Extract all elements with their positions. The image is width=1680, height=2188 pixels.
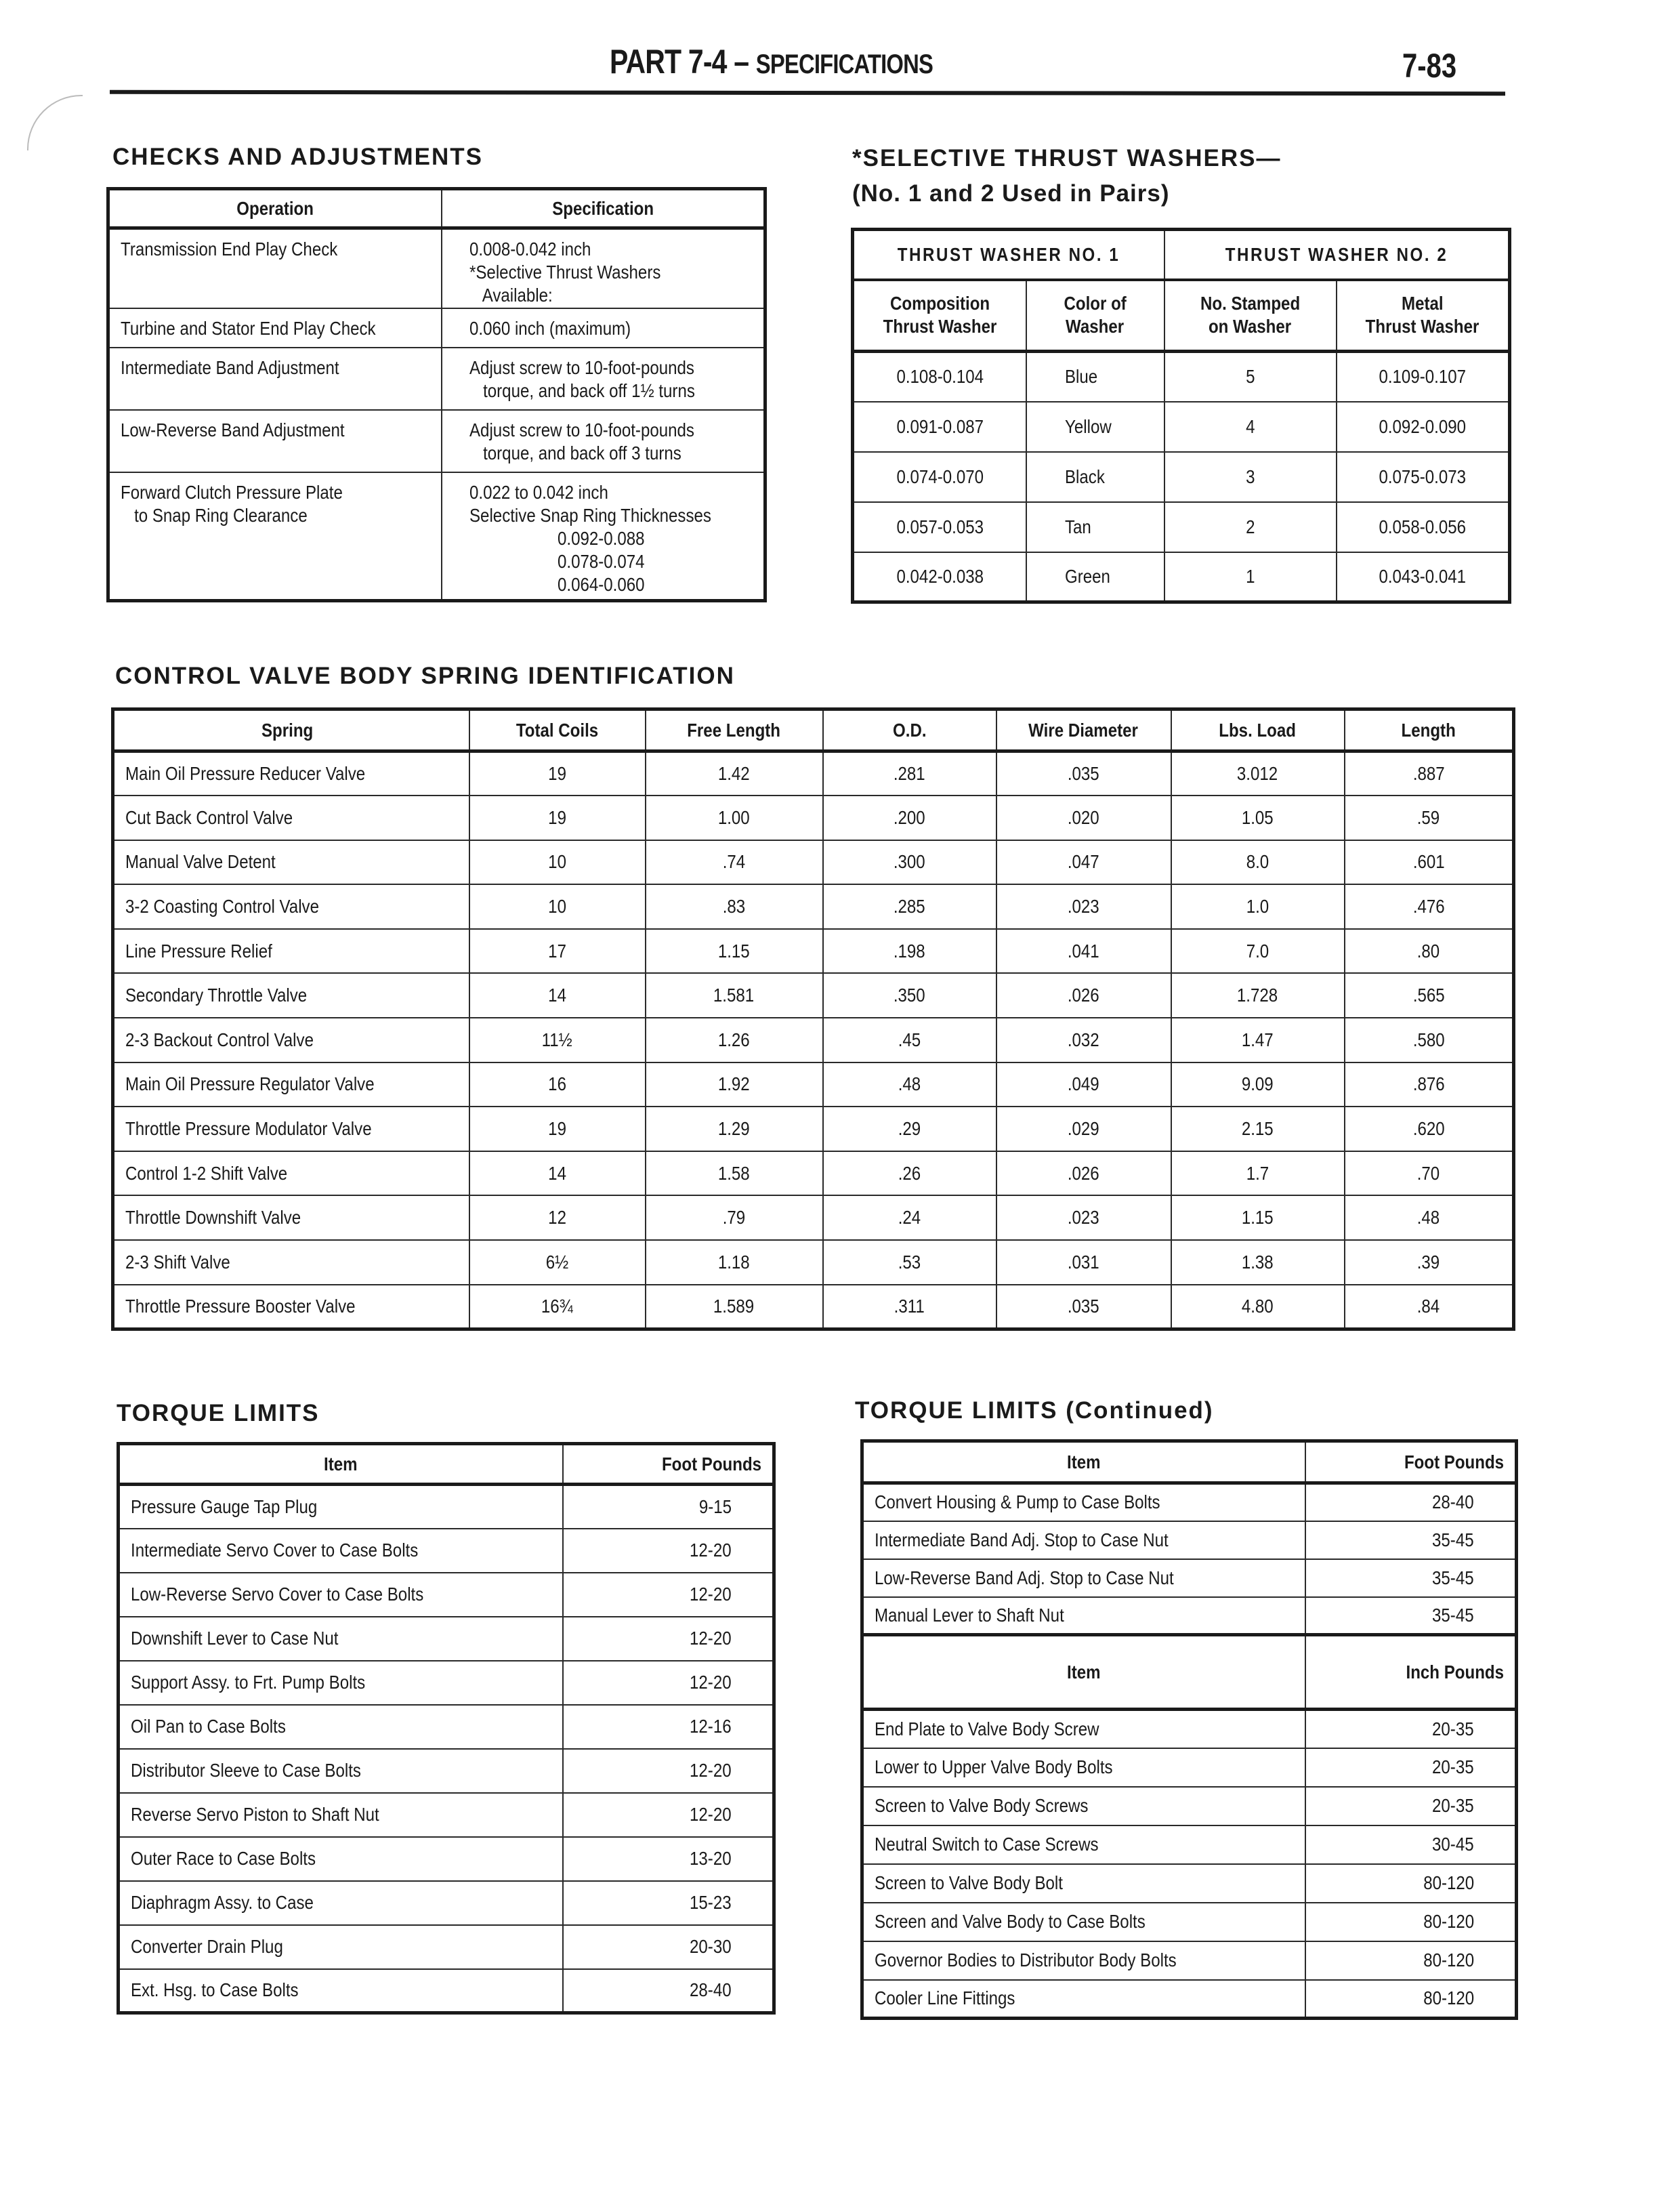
- wire-diameter-cell: .026: [996, 973, 1171, 1018]
- table-row: [113, 1107, 1514, 1151]
- col-header-inch-pounds: Inch Pounds: [1305, 1635, 1517, 1710]
- table-row: [113, 1151, 1514, 1196]
- checks-table: [106, 187, 767, 602]
- od-cell: .45: [823, 1018, 996, 1062]
- table-row: [862, 1710, 1517, 1748]
- spring-cell: Main Oil Pressure Reducer Valve: [113, 751, 469, 796]
- free-length-cell: 1.589: [646, 1285, 823, 1329]
- stamped-number: 3: [1164, 452, 1337, 502]
- wire-diameter-cell: .035: [996, 751, 1171, 796]
- free-length-cell: .79: [646, 1195, 823, 1240]
- length-cell: .876: [1345, 1062, 1514, 1107]
- specification-cell: 0.008-0.042 inch *Selective Thrust Washers Available:: [442, 228, 765, 308]
- table-row: [862, 1483, 1517, 1521]
- table-row: [862, 1597, 1517, 1635]
- table-row: [862, 1980, 1517, 2019]
- total-coils-cell: 14: [469, 1151, 646, 1196]
- stamped-number: 1: [1164, 552, 1337, 602]
- wire-diameter-cell: .023: [996, 884, 1171, 929]
- total-coils-cell: 14: [469, 973, 646, 1018]
- stamped-number: 4: [1164, 402, 1337, 452]
- table-row: [862, 1521, 1517, 1559]
- table-row: [113, 1240, 1514, 1285]
- length-cell: .565: [1345, 973, 1514, 1018]
- table-row: [113, 929, 1514, 974]
- item-cell: Cooler Line Fittings: [862, 1980, 1305, 2019]
- od-cell: .24: [823, 1195, 996, 1240]
- od-cell: .285: [823, 884, 996, 929]
- table-row: [113, 751, 1514, 796]
- stamped-number: 5: [1164, 352, 1337, 402]
- spring-cell: 2-3 Shift Valve: [113, 1240, 469, 1285]
- length-cell: .601: [1345, 840, 1514, 885]
- composition-value: 0.057-0.053: [853, 502, 1026, 552]
- item-cell: Low-Reverse Servo Cover to Case Bolts: [119, 1573, 563, 1617]
- item-cell: Lower to Upper Valve Body Bolts: [862, 1748, 1305, 1787]
- table-row: [119, 1749, 774, 1793]
- table-row: [119, 1485, 774, 1529]
- col-header-composition: Composition Thrust Washer: [853, 280, 1026, 352]
- thrust-washers-subtitle: (No. 1 and 2 Used in Pairs): [852, 180, 1170, 207]
- total-coils-cell: 16¾: [469, 1285, 646, 1329]
- lbs-load-cell: 1.0: [1171, 884, 1345, 929]
- item-cell: Diaphragm Assy. to Case: [119, 1881, 563, 1925]
- torque-value-cell: 80-120: [1305, 1864, 1517, 1903]
- table-row: [862, 1864, 1517, 1903]
- lbs-load-cell: 7.0: [1171, 929, 1345, 974]
- table-row: [113, 1018, 1514, 1062]
- page-header-title: PART 7-4 – SPECIFICATIONS: [610, 43, 933, 81]
- table-row: [119, 1925, 774, 1969]
- table-row: [113, 796, 1514, 840]
- operation-cell: Turbine and Stator End Play Check: [108, 308, 442, 348]
- spring-cell: Cut Back Control Valve: [113, 796, 469, 840]
- composition-value: 0.074-0.070: [853, 452, 1026, 502]
- checks-title: CHECKS AND ADJUSTMENTS: [112, 144, 483, 170]
- color-value: Blue: [1026, 352, 1164, 402]
- torque-value-cell: 13-20: [563, 1837, 774, 1881]
- col-header-item: Item: [119, 1444, 563, 1485]
- col-header-specification: Specification: [442, 189, 765, 228]
- lbs-load-cell: 1.47: [1171, 1018, 1345, 1062]
- composition-value: 0.108-0.104: [853, 352, 1026, 402]
- table-row: [853, 352, 1510, 402]
- torque-value-cell: 80-120: [1305, 1903, 1517, 1941]
- table-row: [862, 1941, 1517, 1980]
- free-length-cell: 1.58: [646, 1151, 823, 1196]
- page-number: 7-83: [1402, 47, 1457, 85]
- od-cell: .29: [823, 1107, 996, 1151]
- table-row: [862, 1787, 1517, 1825]
- torque-limits-table: [117, 1442, 776, 2015]
- od-cell: .281: [823, 751, 996, 796]
- item-cell: Support Assy. to Frt. Pump Bolts: [119, 1661, 563, 1705]
- item-cell: Distributor Sleeve to Case Bolts: [119, 1749, 563, 1793]
- lbs-load-cell: 4.80: [1171, 1285, 1345, 1329]
- metal-value: 0.092-0.090: [1337, 402, 1510, 452]
- od-cell: .48: [823, 1062, 996, 1107]
- torque-value-cell: 12-20: [563, 1617, 774, 1661]
- length-cell: .59: [1345, 796, 1514, 840]
- spring-cell: Throttle Pressure Booster Valve: [113, 1285, 469, 1329]
- lbs-load-cell: 1.38: [1171, 1240, 1345, 1285]
- table-row: [119, 1837, 774, 1881]
- group-header-washer-2: THRUST WASHER NO. 2: [1164, 230, 1510, 280]
- table-row: [113, 1195, 1514, 1240]
- item-cell: Neutral Switch to Case Screws: [862, 1825, 1305, 1864]
- total-coils-cell: 6½: [469, 1240, 646, 1285]
- col-header-color: Color of Washer: [1026, 280, 1164, 352]
- od-cell: .198: [823, 929, 996, 974]
- part-label: PART 7-4: [610, 43, 727, 81]
- table-row: [113, 1285, 1514, 1329]
- total-coils-cell: 10: [469, 840, 646, 885]
- col-header-od: O.D.: [823, 709, 996, 751]
- table-row: [119, 1529, 774, 1573]
- torque-value-cell: 20-35: [1305, 1787, 1517, 1825]
- item-cell: Low-Reverse Band Adj. Stop to Case Nut: [862, 1559, 1305, 1597]
- col-header-operation: Operation: [108, 189, 442, 228]
- torque-value-cell: 35-45: [1305, 1597, 1517, 1635]
- table-row: [108, 348, 765, 410]
- length-cell: .620: [1345, 1107, 1514, 1151]
- col-header-lbs-load: Lbs. Load: [1171, 709, 1345, 751]
- section-name: SPECIFICATIONS: [755, 49, 933, 79]
- free-length-cell: 1.581: [646, 973, 823, 1018]
- table-row: [119, 1969, 774, 2013]
- free-length-cell: 1.42: [646, 751, 823, 796]
- length-cell: .84: [1345, 1285, 1514, 1329]
- od-cell: .350: [823, 973, 996, 1018]
- lbs-load-cell: 1.7: [1171, 1151, 1345, 1196]
- spring-cell: Manual Valve Detent: [113, 840, 469, 885]
- operation-cell: Low-Reverse Band Adjustment: [108, 410, 442, 472]
- metal-value: 0.075-0.073: [1337, 452, 1510, 502]
- color-value: Green: [1026, 552, 1164, 602]
- col-header-foot-pounds: Foot Pounds: [563, 1444, 774, 1485]
- table-row: [862, 1748, 1517, 1787]
- table-row: [119, 1705, 774, 1749]
- spring-cell: Throttle Downshift Valve: [113, 1195, 469, 1240]
- total-coils-cell: 11½: [469, 1018, 646, 1062]
- metal-value: 0.058-0.056: [1337, 502, 1510, 552]
- free-length-cell: 1.18: [646, 1240, 823, 1285]
- item-cell: Reverse Servo Piston to Shaft Nut: [119, 1793, 563, 1837]
- total-coils-cell: 19: [469, 751, 646, 796]
- length-cell: .580: [1345, 1018, 1514, 1062]
- table-row: [862, 1903, 1517, 1941]
- table-row: [108, 308, 765, 348]
- group-header-washer-1: THRUST WASHER NO. 1: [853, 230, 1164, 280]
- wire-diameter-cell: .035: [996, 1285, 1171, 1329]
- torque-value-cell: 35-45: [1305, 1559, 1517, 1597]
- length-cell: .70: [1345, 1151, 1514, 1196]
- table-row: [119, 1793, 774, 1837]
- item-cell: Screen to Valve Body Bolt: [862, 1864, 1305, 1903]
- item-cell: Ext. Hsg. to Case Bolts: [119, 1969, 563, 2013]
- item-cell: Downshift Lever to Case Nut: [119, 1617, 563, 1661]
- color-value: Tan: [1026, 502, 1164, 552]
- table-row: [108, 228, 765, 308]
- metal-value: 0.043-0.041: [1337, 552, 1510, 602]
- torque-value-cell: 12-16: [563, 1705, 774, 1749]
- col-header-wire-diameter: Wire Diameter: [996, 709, 1171, 751]
- spring-cell: Secondary Throttle Valve: [113, 973, 469, 1018]
- length-cell: .80: [1345, 929, 1514, 974]
- wire-diameter-cell: .020: [996, 796, 1171, 840]
- free-length-cell: .83: [646, 884, 823, 929]
- col-header-free-length: Free Length: [646, 709, 823, 751]
- torque-value-cell: 12-20: [563, 1661, 774, 1705]
- torque-limits-cont-table: [860, 1439, 1518, 2020]
- torque-value-cell: 12-20: [563, 1749, 774, 1793]
- item-cell: Outer Race to Case Bolts: [119, 1837, 563, 1881]
- item-cell: Screen to Valve Body Screws: [862, 1787, 1305, 1825]
- page-corner-mark: [27, 95, 83, 150]
- item-cell: Intermediate Band Adj. Stop to Case Nut: [862, 1521, 1305, 1559]
- table-row: [119, 1573, 774, 1617]
- col-header-spring: Spring: [113, 709, 469, 751]
- torque-value-cell: 12-20: [563, 1529, 774, 1573]
- table-row: [119, 1661, 774, 1705]
- spring-cell: Line Pressure Relief: [113, 929, 469, 974]
- total-coils-cell: 19: [469, 1107, 646, 1151]
- torque-value-cell: 12-20: [563, 1573, 774, 1617]
- lbs-load-cell: 1.15: [1171, 1195, 1345, 1240]
- torque-value-cell: 20-35: [1305, 1710, 1517, 1748]
- lbs-load-cell: 1.728: [1171, 973, 1345, 1018]
- lbs-load-cell: 2.15: [1171, 1107, 1345, 1151]
- wire-diameter-cell: .031: [996, 1240, 1171, 1285]
- torque-value-cell: 15-23: [563, 1881, 774, 1925]
- table-row: [113, 884, 1514, 929]
- od-cell: .200: [823, 796, 996, 840]
- free-length-cell: 1.92: [646, 1062, 823, 1107]
- springs-table: [111, 707, 1515, 1331]
- metal-value: 0.109-0.107: [1337, 352, 1510, 402]
- torque-value-cell: 80-120: [1305, 1980, 1517, 2019]
- free-length-cell: 1.26: [646, 1018, 823, 1062]
- table-row: [853, 402, 1510, 452]
- specification-cell: 0.060 inch (maximum): [442, 308, 765, 348]
- od-cell: .300: [823, 840, 996, 885]
- item-cell: Governor Bodies to Distributor Body Bolts: [862, 1941, 1305, 1980]
- springs-title: CONTROL VALVE BODY SPRING IDENTIFICATION: [115, 663, 735, 689]
- col-header-length: Length: [1345, 709, 1514, 751]
- spring-cell: Control 1-2 Shift Valve: [113, 1151, 469, 1196]
- wire-diameter-cell: .032: [996, 1018, 1171, 1062]
- length-cell: .476: [1345, 884, 1514, 929]
- total-coils-cell: 16: [469, 1062, 646, 1107]
- item-cell: Oil Pan to Case Bolts: [119, 1705, 563, 1749]
- length-cell: .887: [1345, 751, 1514, 796]
- col-header-total-coils: Total Coils: [469, 709, 646, 751]
- table-row: [862, 1559, 1517, 1597]
- free-length-cell: .74: [646, 840, 823, 885]
- table-row: [119, 1881, 774, 1925]
- stamped-number: 2: [1164, 502, 1337, 552]
- wire-diameter-cell: .029: [996, 1107, 1171, 1151]
- col-header-no-stamped: No. Stamped on Washer: [1164, 280, 1337, 352]
- col-header-item: Item: [862, 1441, 1305, 1483]
- free-length-cell: 1.15: [646, 929, 823, 974]
- table-row: [108, 472, 765, 601]
- torque-limits-cont-title: TORQUE LIMITS (Continued): [855, 1397, 1214, 1424]
- col-header-foot-pounds: Foot Pounds: [1305, 1441, 1517, 1483]
- spring-cell: Main Oil Pressure Regulator Valve: [113, 1062, 469, 1107]
- specification-cell: 0.022 to 0.042 inch Selective Snap Ring Thicknesses 0.092-0.088 0.078-0.074 0.064-0.060: [442, 472, 765, 601]
- spring-cell: 3-2 Coasting Control Valve: [113, 884, 469, 929]
- item-cell: Screen and Valve Body to Case Bolts: [862, 1903, 1305, 1941]
- torque-value-cell: 20-35: [1305, 1748, 1517, 1787]
- table-row: [853, 552, 1510, 602]
- total-coils-cell: 12: [469, 1195, 646, 1240]
- lbs-load-cell: 9.09: [1171, 1062, 1345, 1107]
- torque-value-cell: 28-40: [1305, 1483, 1517, 1521]
- length-cell: .39: [1345, 1240, 1514, 1285]
- torque-limits-title: TORQUE LIMITS: [117, 1400, 320, 1426]
- table-row: [113, 840, 1514, 885]
- item-cell: Intermediate Servo Cover to Case Bolts: [119, 1529, 563, 1573]
- torque-value-cell: 28-40: [563, 1969, 774, 2013]
- total-coils-cell: 10: [469, 884, 646, 929]
- torque-value-cell: 9-15: [563, 1485, 774, 1529]
- wire-diameter-cell: .047: [996, 840, 1171, 885]
- free-length-cell: 1.00: [646, 796, 823, 840]
- color-value: Yellow: [1026, 402, 1164, 452]
- total-coils-cell: 17: [469, 929, 646, 974]
- wire-diameter-cell: .026: [996, 1151, 1171, 1196]
- torque-value-cell: 12-20: [563, 1793, 774, 1837]
- col-header-item-inch: Item: [862, 1635, 1305, 1710]
- item-cell: Convert Housing & Pump to Case Bolts: [862, 1483, 1305, 1521]
- torque-value-cell: 35-45: [1305, 1521, 1517, 1559]
- table-row: [853, 452, 1510, 502]
- torque-value-cell: 80-120: [1305, 1941, 1517, 1980]
- item-cell: Manual Lever to Shaft Nut: [862, 1597, 1305, 1635]
- item-cell: Pressure Gauge Tap Plug: [119, 1485, 563, 1529]
- od-cell: .311: [823, 1285, 996, 1329]
- composition-value: 0.091-0.087: [853, 402, 1026, 452]
- lbs-load-cell: 1.05: [1171, 796, 1345, 840]
- operation-cell: Forward Clutch Pressure Plate to Snap Ring Clearance: [108, 472, 442, 601]
- table-row: [113, 1062, 1514, 1107]
- wire-diameter-cell: .023: [996, 1195, 1171, 1240]
- table-row: [108, 410, 765, 472]
- total-coils-cell: 19: [469, 796, 646, 840]
- wire-diameter-cell: .049: [996, 1062, 1171, 1107]
- specification-cell: Adjust screw to 10-foot-pounds torque, and back off 3 turns: [442, 410, 765, 472]
- col-header-metal: Metal Thrust Washer: [1337, 280, 1510, 352]
- length-cell: .48: [1345, 1195, 1514, 1240]
- spring-cell: 2-3 Backout Control Valve: [113, 1018, 469, 1062]
- torque-value-cell: 20-30: [563, 1925, 774, 1969]
- lbs-load-cell: 8.0: [1171, 840, 1345, 885]
- torque-value-cell: 30-45: [1305, 1825, 1517, 1864]
- wire-diameter-cell: .041: [996, 929, 1171, 974]
- table-row: [853, 502, 1510, 552]
- header-rule: [110, 90, 1505, 96]
- operation-cell: Transmission End Play Check: [108, 228, 442, 308]
- lbs-load-cell: 3.012: [1171, 751, 1345, 796]
- thrust-washers-title: *SELECTIVE THRUST WASHERS—: [852, 145, 1282, 171]
- table-row: [113, 973, 1514, 1018]
- table-row: [119, 1617, 774, 1661]
- free-length-cell: 1.29: [646, 1107, 823, 1151]
- operation-cell: Intermediate Band Adjustment: [108, 348, 442, 410]
- color-value: Black: [1026, 452, 1164, 502]
- item-cell: Converter Drain Plug: [119, 1925, 563, 1969]
- od-cell: .26: [823, 1151, 996, 1196]
- od-cell: .53: [823, 1240, 996, 1285]
- table-row: [862, 1825, 1517, 1864]
- spring-cell: Throttle Pressure Modulator Valve: [113, 1107, 469, 1151]
- thrust-washers-table: [851, 228, 1511, 604]
- item-cell: End Plate to Valve Body Screw: [862, 1710, 1305, 1748]
- composition-value: 0.042-0.038: [853, 552, 1026, 602]
- specification-cell: Adjust screw to 10-foot-pounds torque, and back off 1½ turns: [442, 348, 765, 410]
